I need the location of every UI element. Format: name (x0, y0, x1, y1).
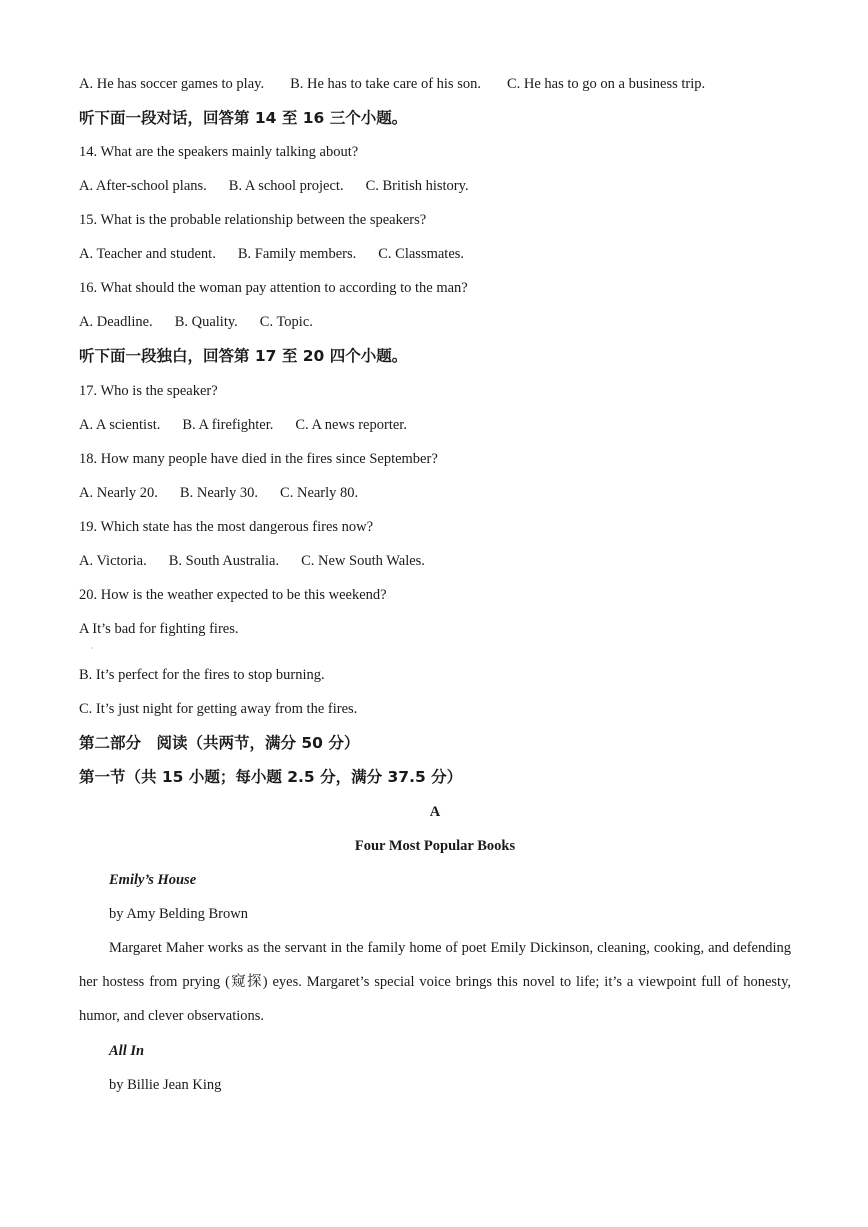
q17-option-a: A. A scientist. (79, 417, 161, 433)
book2-author: by Billie Jean King (109, 1077, 222, 1093)
book2-title: All In (109, 1043, 145, 1059)
q19-options (79, 551, 425, 571)
passage-letter: A (429, 804, 441, 820)
q19-option-c: C. New South Wales. (301, 553, 425, 569)
section-heading-14-16: 听下面一段对话，回答第 14 至 16 三个小题。 (79, 109, 408, 127)
q19-option-a: A. Victoria. (79, 553, 147, 569)
q14-options (79, 176, 469, 196)
q13-option-b: B. He has to take care of his son. (290, 76, 481, 92)
part2-title: 第二部分 阅读（共两节，满分 50 分） (79, 734, 360, 752)
q17-option-b: B. A firefighter. (182, 417, 274, 433)
q20-option-b: B. It’s perfect for the fires to stop burning. (79, 667, 325, 683)
scan-mark: · (91, 644, 94, 653)
q15-options (79, 244, 464, 264)
q15-option-b: B. Family members. (237, 246, 357, 262)
q16-question: 16. What should the woman pay attention to according to the man? (79, 280, 468, 296)
q16-options (79, 312, 313, 332)
q19-option-b: B. South Australia. (168, 553, 280, 569)
q13-option-c: C. He has to go on a business trip. (506, 76, 706, 92)
q17-option-c: C. A news reporter. (295, 417, 407, 433)
q20-option-c: C. It’s just night for getting away from the fires. (79, 701, 358, 717)
q18-option-b: B. Nearly 30. (179, 485, 259, 501)
q20-question: 20. How is the weather expected to be this weekend? (79, 587, 387, 603)
q18-option-c: C. Nearly 80. (280, 485, 359, 501)
book1-author: by Amy Belding Brown (109, 906, 248, 922)
q14-option-b: B. A school project. (228, 178, 344, 194)
q17-question: 17. Who is the speaker? (79, 383, 218, 399)
section-heading-17-20: 听下面一段独白，回答第 17 至 20 四个小题。 (79, 347, 408, 365)
q14-question: 14. What are the speakers mainly talking about? (79, 144, 359, 160)
q16-option-a: A. Deadline. (79, 314, 153, 330)
book1-title: Emily’s House (109, 872, 197, 888)
q19-question: 19. Which state has the most dangerous fires now? (79, 519, 374, 535)
q13-option-a: A. He has soccer games to play. (79, 76, 265, 92)
q20-option-a: A It’s bad for fighting fires. (79, 621, 239, 637)
q18-question: 18. How many people have died in the fires since September? (79, 451, 438, 467)
q15-option-a: A. Teacher and student. (79, 246, 216, 262)
q16-option-b: B. Quality. (174, 314, 238, 330)
q14-option-c: C. British history. (365, 178, 469, 194)
q15-option-c: C. Classmates. (378, 246, 465, 262)
q17-options (79, 415, 407, 435)
q16-option-c: C. Topic. (259, 314, 313, 330)
q18-options (79, 483, 358, 503)
part2-section1-title: 第一节（共 15 小题；每小题 2.5 分，满分 37.5 分） (79, 768, 463, 786)
q14-option-a: A. After-school plans. (79, 178, 207, 194)
passage-title: Four Most Popular Books (354, 838, 516, 854)
book1-description: Margaret Maher works as the servant in the family home of poet Emily Dickinson, cleaning, cooking, and defending her hostess from prying (窥探) eyes. Margaret’s special voice brings this novel to life; it’s a viewpoint full of honesty, humor, and clever observations. (79, 940, 791, 1024)
q15-question: 15. What is the probable relationship between the speakers? (79, 212, 427, 228)
q18-option-a: A. Nearly 20. (79, 485, 158, 501)
q13-options (79, 74, 705, 94)
